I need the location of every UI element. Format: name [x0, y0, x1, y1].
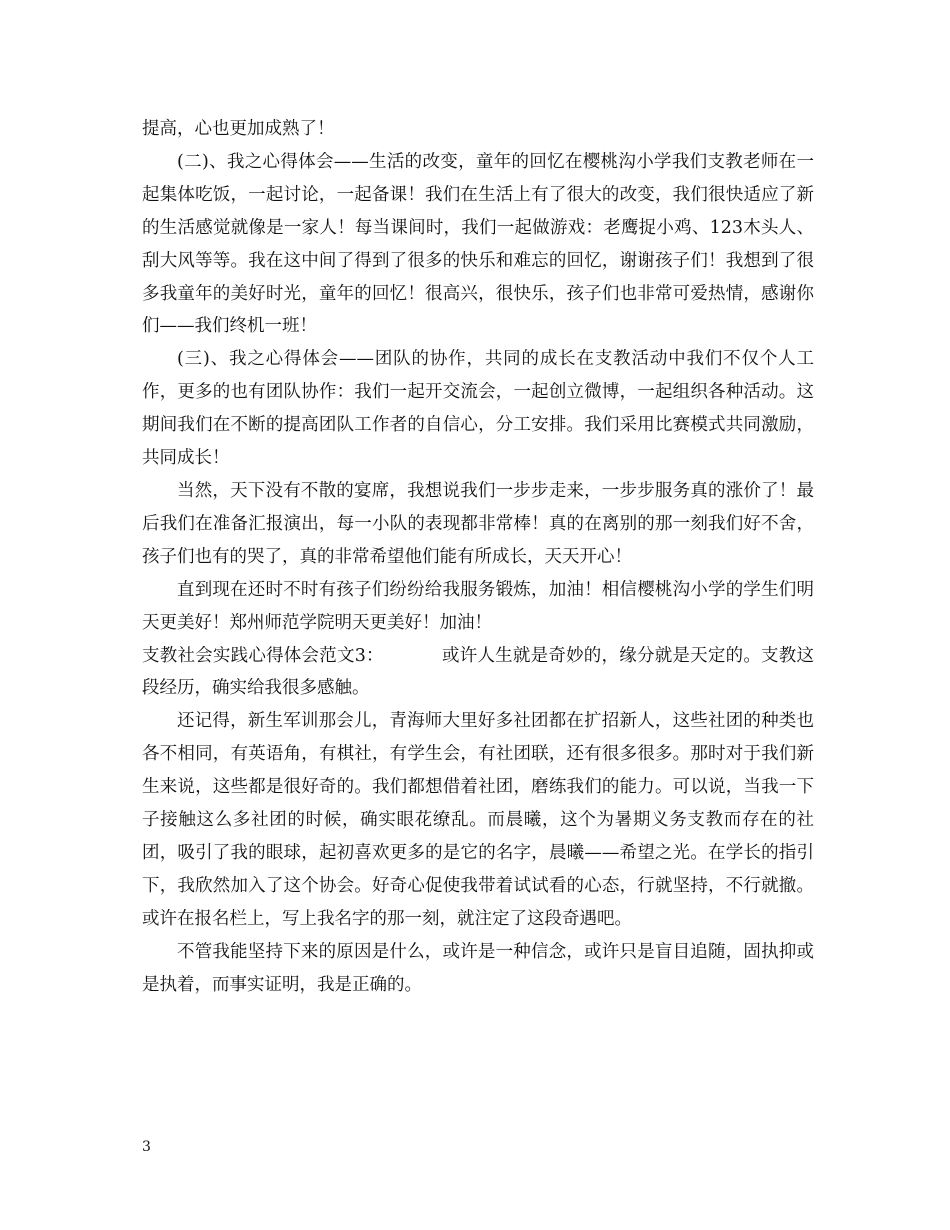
- essay-intro: 或许人生就是奇妙的，缘分就是天定的。支教这段经历，确实给我很多感触。: [142, 645, 814, 699]
- document-body: [142, 113, 814, 1001]
- paragraph-3: (三)、我之心得体会——团队的协作，共同的成长在支教活动中我们不仅个人工作，更多的也有团队协作：我们一起开交流会，一起创立微博，一起组织各种活动。这期间我们在不断的提高团队工作者的自信心，分工安排。我们采用比赛模式共同激励，共同成长！: [142, 349, 814, 469]
- page-number: 3: [142, 1139, 151, 1155]
- paragraph-2: (二)、我之心得体会——生活的改变，童年的回忆在樱桃沟小学我们支教老师在一起集体吃饭，一起讨论，一起备课！我们在生活上有了很大的改变，我们很快适应了新的生活感觉就像是一家人！每当课间时，我们一起做游戏：老鹰捉小鸡、123木头人、刮大风等等。我在这中间了得到了很多的快乐和难忘的回忆，谢谢孩子们！我想到了很多我童年的美好时光，童年的回忆！很高兴，很快乐，孩子们也非常可爱热情，感谢你们——我们终机一班！: [142, 151, 814, 337]
- paragraph-5: 直到现在还时不时有孩子们纷纷给我服务锻炼，加油！相信樱桃沟小学的学生们明天更美好！郑州师范学院明天更美好！加油！: [142, 579, 814, 633]
- paragraph-1: 提高，心也更加成熟了！: [142, 119, 335, 139]
- paragraph-7: 不管我能坚持下来的原因是什么，或许是一种信念，或许只是盲目追随，固执抑或是执着，而事实证明，我是正确的。: [142, 941, 814, 995]
- paragraph-4: 当然，天下没有不散的宴席，我想说我们一步步走来，一步步服务真的涨价了！最后我们在准备汇报演出，每一小队的表现都非常棒！真的在离别的那一刻我们好不舍，孩子们也有的哭了，真的非常希望他们能有所成长，天天开心！: [142, 480, 814, 567]
- paragraph-6: 还记得，新生军训那会儿，青海师大里好多社团都在扩招新人，这些社团的种类也各不相同，有英语角，有棋社，有学生会，有社团联，还有很多很多。那时对于我们新生来说，这些都是很好奇的。我们都想借着社团，磨练我们的能力。可以说，当我一下子接触这么多社团的时候，确实眼花缭乱。而晨曦，这个为暑期义务支教而存在的社团，吸引了我的眼球，起初喜欢更多的是它的名字，晨曦——希望之光。在学长的指引下，我欣然加入了这个协会。好奇心促使我带着试试看的心态，行就坚持，不行就撤。或许在报名栏上，写上我名字的那一刻，就注定了这段奇遇吧。: [142, 711, 814, 929]
- essay-start: [142, 640, 814, 706]
- essay-heading: 支教社会实践心得体会范文3：: [142, 645, 384, 666]
